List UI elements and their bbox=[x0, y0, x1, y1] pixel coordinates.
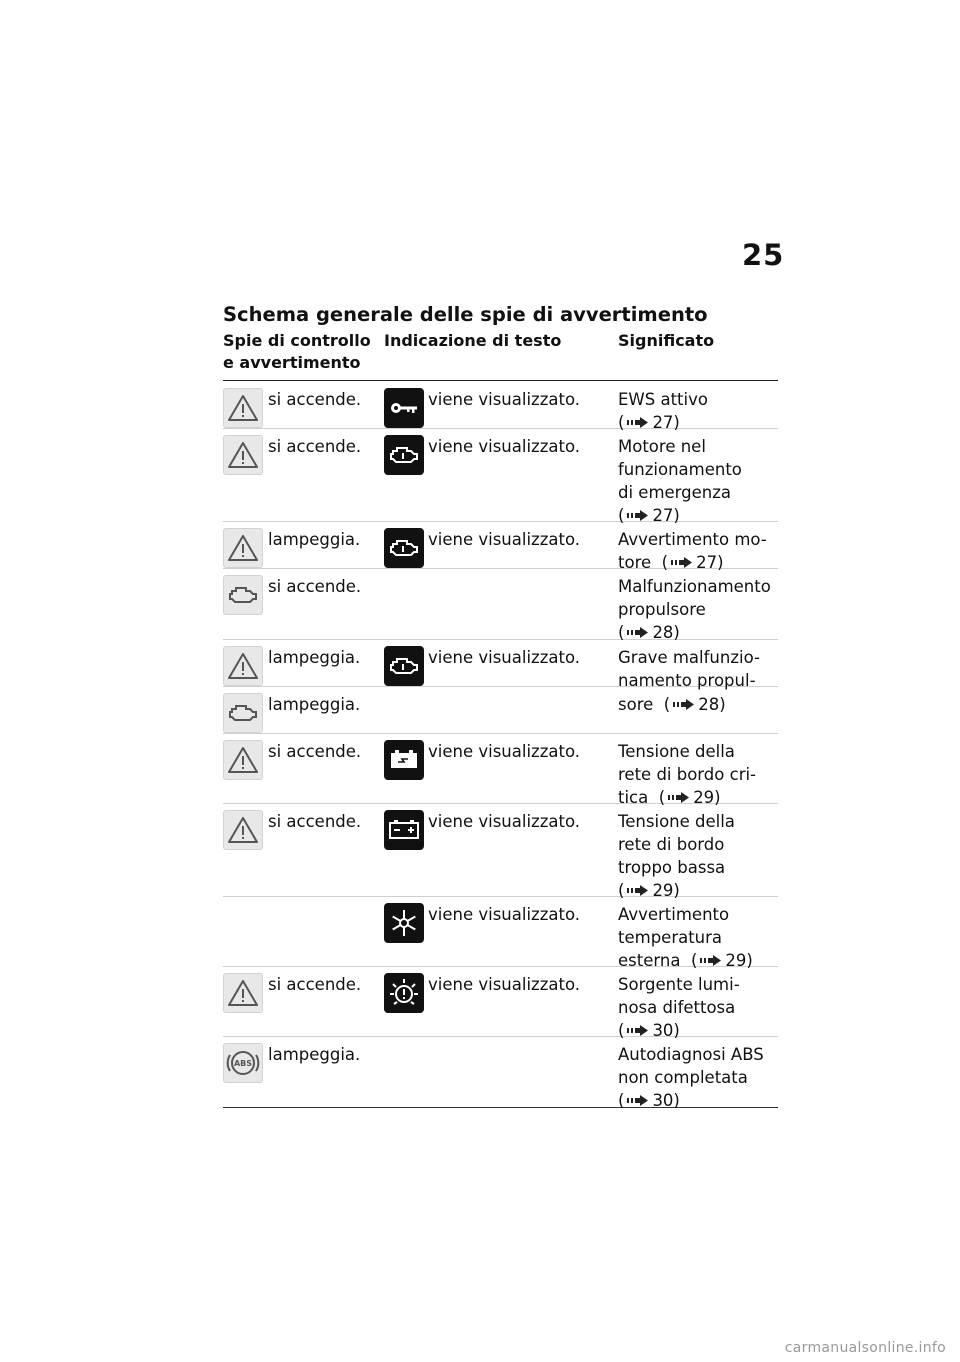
table-row bbox=[223, 896, 778, 970]
warning-triangle-icon bbox=[223, 435, 263, 475]
engine-warning-icon bbox=[223, 693, 263, 733]
table-row bbox=[223, 1036, 778, 1108]
table-row bbox=[223, 733, 778, 807]
table-row bbox=[223, 686, 778, 734]
display-text: viene visualizzato. bbox=[428, 530, 580, 549]
table-row bbox=[223, 381, 778, 432]
meaning-line: Sorgente lumi- bbox=[618, 975, 740, 994]
page-reference[interactable]: ( 27) bbox=[618, 506, 680, 525]
meaning-line: Avvertimento bbox=[618, 905, 730, 924]
light-status-text: si accende. bbox=[268, 742, 362, 761]
page-reference[interactable]: sore ( 28) bbox=[618, 695, 726, 714]
bulb-fault-icon bbox=[384, 973, 424, 1013]
table-row bbox=[223, 521, 778, 572]
meaning-line: Motore nel bbox=[618, 437, 706, 456]
warning-triangle-icon bbox=[223, 810, 263, 850]
engine-icon bbox=[384, 528, 424, 568]
key-icon bbox=[384, 388, 424, 428]
light-status-text: lampeggia. bbox=[268, 648, 361, 667]
meaning-line: troppo bassa bbox=[618, 858, 726, 877]
warning-triangle-icon bbox=[223, 646, 263, 686]
light-status-text: si accende. bbox=[268, 812, 362, 831]
table-row bbox=[223, 966, 778, 1040]
meaning-line: funzionamento bbox=[618, 460, 742, 479]
page-reference[interactable]: ( 30) bbox=[618, 1091, 680, 1110]
section-title: Schema generale delle spie di avvertimento bbox=[223, 303, 708, 326]
page-reference[interactable]: ( 28) bbox=[618, 623, 680, 642]
engine-icon bbox=[384, 646, 424, 686]
battery-charge-icon bbox=[384, 740, 424, 780]
meaning-line: Grave malfunzio- bbox=[618, 648, 760, 667]
abs-icon bbox=[223, 1043, 263, 1083]
meaning-line: nosa difettosa bbox=[618, 998, 736, 1017]
light-status-text: lampeggia. bbox=[268, 1045, 361, 1064]
light-status-text: si accende. bbox=[268, 577, 362, 596]
meaning-line: rete di bordo cri- bbox=[618, 765, 757, 784]
meaning-line: EWS attivo bbox=[618, 390, 708, 409]
svg-text:ABS: ABS bbox=[233, 1059, 253, 1068]
table-row bbox=[223, 639, 778, 690]
watermark-link[interactable]: carmanualsonline.info bbox=[784, 1340, 946, 1356]
page-reference[interactable]: ( 27) bbox=[618, 413, 680, 432]
table-row bbox=[223, 428, 778, 525]
meaning-line: Tensione della bbox=[618, 742, 735, 761]
meaning-line: non completata bbox=[618, 1068, 748, 1087]
warning-triangle-icon bbox=[223, 740, 263, 780]
meaning-text bbox=[618, 575, 771, 644]
light-status-text: lampeggia. bbox=[268, 530, 361, 549]
display-text: viene visualizzato. bbox=[428, 648, 580, 667]
meaning-line: temperatura bbox=[618, 928, 723, 947]
meaning-line: Tensione della bbox=[618, 812, 735, 831]
column-header-text-indication: Indicazione di testo bbox=[384, 331, 562, 350]
display-text: viene visualizzato. bbox=[428, 437, 580, 456]
reference-arrow-icon bbox=[670, 695, 698, 714]
column-header-meaning: Significato bbox=[618, 331, 715, 350]
column-header-warning-lights: Spie di controllo e avvertimento bbox=[223, 331, 371, 372]
meaning-line: Avvertimento mo- bbox=[618, 530, 767, 549]
meaning-text bbox=[618, 693, 726, 716]
light-status-text: si accende. bbox=[268, 975, 362, 994]
meaning-line: Malfunzionamento bbox=[618, 577, 771, 596]
meaning-text bbox=[618, 1043, 764, 1112]
display-text: viene visualizzato. bbox=[428, 905, 580, 924]
warning-triangle-icon bbox=[223, 973, 263, 1013]
display-text: viene visualizzato. bbox=[428, 812, 580, 831]
meaning-line: propulsore bbox=[618, 600, 706, 619]
warning-triangle-icon bbox=[223, 388, 263, 428]
light-status-text: lampeggia. bbox=[268, 695, 361, 714]
meaning-text bbox=[618, 973, 740, 1042]
meaning-line: namento propul- bbox=[618, 671, 756, 690]
warning-triangle-icon bbox=[223, 528, 263, 568]
meaning-line: Autodiagnosi ABS bbox=[618, 1045, 764, 1064]
page-reference[interactable]: tica ( 29) bbox=[618, 788, 721, 807]
meaning-text bbox=[618, 810, 735, 902]
light-status-text: si accende. bbox=[268, 390, 362, 409]
page-reference[interactable]: esterna ( 29) bbox=[618, 951, 753, 970]
display-text: viene visualizzato. bbox=[428, 742, 580, 761]
meaning-text bbox=[618, 903, 753, 972]
page-number: 25 bbox=[742, 238, 785, 272]
page-reference[interactable]: ( 30) bbox=[618, 1021, 680, 1040]
snowflake-icon bbox=[384, 903, 424, 943]
page-reference[interactable]: ( 29) bbox=[618, 881, 680, 900]
page-reference[interactable]: tore ( 27) bbox=[618, 553, 724, 572]
battery-icon bbox=[384, 810, 424, 850]
light-status-text: si accende. bbox=[268, 437, 362, 456]
display-text: viene visualizzato. bbox=[428, 975, 580, 994]
display-text: viene visualizzato. bbox=[428, 390, 580, 409]
meaning-text bbox=[618, 740, 756, 809]
table-row bbox=[223, 803, 778, 900]
reference-arrow-icon bbox=[624, 1091, 652, 1110]
engine-warning-icon bbox=[223, 575, 263, 615]
meaning-line: rete di bordo bbox=[618, 835, 725, 854]
table-row bbox=[223, 568, 778, 640]
meaning-line: di emergenza bbox=[618, 483, 732, 502]
meaning-text bbox=[618, 435, 742, 527]
engine-icon bbox=[384, 435, 424, 475]
